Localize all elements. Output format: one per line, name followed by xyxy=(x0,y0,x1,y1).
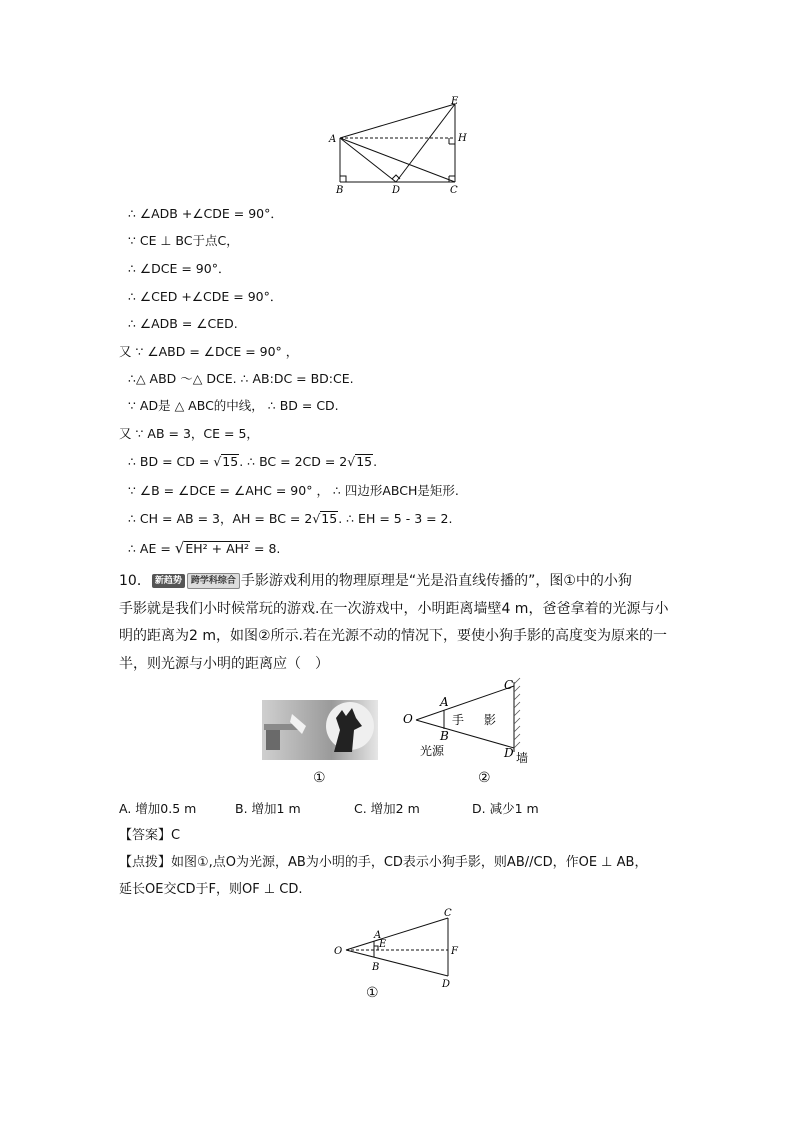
option-c: C. 增加2 m xyxy=(354,801,420,816)
label-d: D xyxy=(392,185,401,196)
label-e: E xyxy=(451,96,459,107)
label-f: F xyxy=(451,946,458,957)
proof-line-8: ∵ AD是 △ ABC的中线， ∴ BD = CD. xyxy=(128,398,339,413)
hint-line-2: 延长OE交CD于F，则OF ⊥ CD. xyxy=(119,882,303,897)
label-hand: 手 xyxy=(452,713,465,727)
label-o: O xyxy=(403,712,413,726)
question-line-3: 明的距离为2 m，如图②所示.若在光源不动的情况下，要使小狗手影的高度变为原来的一 xyxy=(119,628,667,644)
radicand: 15 xyxy=(321,511,338,526)
answer xyxy=(119,827,180,845)
proof-line-13-a: ∴ AE = xyxy=(128,541,175,556)
option-b: B. 增加1 m xyxy=(235,801,301,816)
sqrt-sign: √ xyxy=(347,454,356,469)
question-number: 10． xyxy=(119,573,151,589)
light-source-diagram xyxy=(400,676,540,768)
figure-caption-bottom: ① xyxy=(366,985,379,1001)
question-line-2: 手影就是我们小时候常玩的游戏.在一次游戏中，小明距离墙壁4 m，爸爸拿着的光源与小 xyxy=(119,600,669,617)
proof-line-12-b: . ∴ EH = 5 - 3 = 2. xyxy=(338,511,453,526)
question-line-1 xyxy=(119,568,679,596)
label-a: A xyxy=(329,134,337,145)
label-b: B xyxy=(440,729,449,743)
proof-line-1: ∴ ∠ADB +∠CDE = 90°． xyxy=(128,206,283,221)
hint-line-1 xyxy=(119,854,647,872)
sqrt-sign: √ xyxy=(312,511,321,526)
proof-line-10-a: ∴ BD = CD = xyxy=(128,454,214,469)
option-a: A. 增加0.5 m xyxy=(119,801,197,816)
question-10 xyxy=(119,568,679,678)
answer-label: 【答案】 xyxy=(119,828,172,843)
figure-caption-1: ① xyxy=(313,770,326,786)
label-light: 光源 xyxy=(420,744,445,758)
label-c: C xyxy=(450,185,458,196)
label-c: C xyxy=(444,908,452,919)
subject-badge: 跨学科综合 xyxy=(187,573,240,589)
hint-label: 【点拨】 xyxy=(119,855,172,870)
proof-line-12 xyxy=(128,510,453,528)
hint-diagram xyxy=(330,904,470,988)
label-e: E xyxy=(379,939,387,950)
triangle-figure xyxy=(320,92,480,200)
proof-line-13-b: = 8. xyxy=(250,541,281,556)
sqrt-sign: √ xyxy=(213,454,222,469)
radicand: EH² + AH² xyxy=(185,541,250,556)
label-d: D xyxy=(442,979,451,988)
label-d: D xyxy=(504,746,514,760)
label-b: B xyxy=(336,185,344,196)
proof-line-11: ∵ ∠B = ∠DCE = ∠AHC = 90° ， ∴ 四边形ABCH是矩形. xyxy=(128,483,459,498)
label-wall: 墙 xyxy=(516,751,529,765)
proof-line-5: ∴ ∠ADB = ∠CED. xyxy=(128,316,238,331)
radicand: 15 xyxy=(222,454,239,469)
figure-caption-2: ② xyxy=(478,770,491,786)
question-text-1: 手影游戏利用的物理原理是“光是沿直线传播的”，图①中的小狗 xyxy=(240,573,632,589)
hand-shadow-photo xyxy=(262,700,378,760)
radicand: 15 xyxy=(356,454,373,469)
question-line-4: 半，则光源与小明的距离应（ ） xyxy=(119,655,329,672)
proof-line-12-a: ∴ CH = AB = 3，AH = BC = 2 xyxy=(128,511,313,526)
label-shadow: 影 xyxy=(484,713,497,727)
answer-value: C xyxy=(171,828,181,843)
label-o: O xyxy=(334,946,343,957)
label-h: H xyxy=(458,133,467,144)
label-b: B xyxy=(372,962,380,973)
proof-line-10 xyxy=(128,453,377,471)
label-c: C xyxy=(504,678,514,692)
proof-line-9: 又 ∵ AB = 3，CE = 5， xyxy=(119,426,259,441)
proof-line-6: 又 ∵ ∠ABD = ∠DCE = 90° ， xyxy=(119,344,299,359)
trend-badge: 新趋势 xyxy=(152,574,185,588)
proof-line-10-b: . ∴ BC = 2CD = 2 xyxy=(239,454,348,469)
proof-line-2: ∵ CE ⊥ BC于点C， xyxy=(128,233,239,248)
label-a: A xyxy=(440,695,449,709)
proof-line-4: ∴ ∠CED +∠CDE = 90°． xyxy=(128,289,283,304)
proof-line-7: ∴△ ABD ～△ DCE. ∴ AB:DC = BD:CE. xyxy=(128,371,354,386)
option-d: D. 减少1 m xyxy=(472,801,539,816)
proof-line-3: ∴ ∠DCE = 90°． xyxy=(128,261,231,276)
hint-text-1: 如图①,点O为光源，AB为小明的手，CD表示小狗手影，则AB//CD，作OE ⊥ AB， xyxy=(171,855,648,870)
label-a: A xyxy=(374,930,382,941)
proof-line-13 xyxy=(128,539,280,558)
sqrt-sign: √ xyxy=(174,539,185,557)
proof-line-10-c: . xyxy=(373,454,378,469)
